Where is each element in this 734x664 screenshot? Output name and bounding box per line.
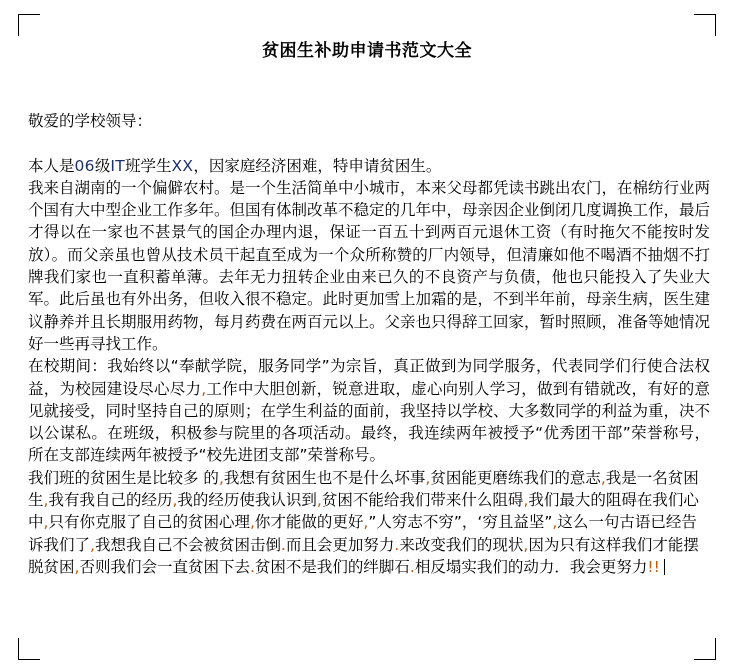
text-run: 这么一句古语已经告诉我们了 [28, 513, 697, 554]
alt-punctuation: , [249, 513, 255, 532]
text-run: 贫困能更磨练我们的意志 [430, 468, 601, 487]
crop-mark-bottom-right [694, 638, 716, 660]
paragraph-p1 [28, 155, 710, 177]
alt-punctuation: , [74, 557, 80, 576]
alt-punctuation: , [523, 491, 529, 510]
text-run: 你才能做的更好 [254, 513, 364, 532]
alt-punctuation: , [600, 468, 606, 487]
paragraph-p4 [28, 467, 710, 578]
crop-mark-bottom-left [18, 638, 40, 660]
alt-punctuation: , [552, 513, 558, 532]
text-run: 来改变我们的现状 [399, 535, 524, 554]
text-run: 我是一名贫困生 [28, 468, 699, 510]
text-run: 在校期间：我始终以“奉献学院，服务同学”为宗旨，真正做到为同学服务，代表同学们行使合法权益，为校园建设尽心尽力 [28, 357, 710, 398]
text-run: 而且会更加努力 [285, 535, 395, 554]
alt-punctuation: , [425, 468, 431, 487]
text-run: ，因家庭经济困难，特申请贫困生。 [193, 156, 442, 175]
alt-punctuation: , [363, 513, 369, 532]
text-run: 我们班的贫困生是比较多 的 [28, 468, 219, 487]
alt-punctuation: . [280, 535, 286, 554]
document-body[interactable] [28, 110, 710, 578]
alt-punctuation: , [43, 491, 49, 510]
text-run: 我来自湖南的一个偏僻农村。是一个生活简单中小城市，本来父母都凭读书跳出农门，在棉纺行业两个国有大中型企业工作多年。但国有体制改革不稳定的几年中，母亲因企业倒闭几度调换工作，最后才得以在一家也不甚景气的国企办理内退，保证一百五十到两百元退休工资（有时拖欠不能按时发放）。而父亲虽也曾从技术员干起直至成为一个众所称赞的厂内领导，但清廉如他不喝酒不抽烟不打牌我们家也一直积蓄单薄。去年无力扭转企业由来已久的不良资产与负债，他也只能投入了失业大军。此后虽也有外出务，但收入很不稳定。此时更加雪上加霜的是，不到半年前，母亲生病，医生建议静养并且长期服用药物，每月药费在两百元以上。父亲也只得辞工回家，暂时照顾，准备等她情况好一些再寻找工作。 [28, 178, 711, 353]
text-run: 班学生 [125, 156, 172, 175]
text-run: ”人穷志不穷”，‘穷且益坚” [368, 513, 553, 532]
text-run: 我有我自己的经历 [48, 491, 173, 510]
blank-line [28, 132, 710, 154]
text-run: 只有你克服了自己的贫困心理 [48, 513, 250, 532]
text-run: 因为只有这样我们才能摆脱贫困 [28, 535, 699, 576]
alt-punctuation: , [201, 379, 207, 398]
salutation-line: 敬爱的学校领导： [28, 112, 153, 130]
alt-punctuation: . [394, 535, 400, 554]
latin-run: IT [110, 156, 125, 175]
alt-punctuation: , [43, 513, 49, 532]
crop-mark-top-right [694, 14, 716, 36]
text-run: 贫困不能给我们带来什么阻碍 [321, 491, 524, 510]
alt-punctuation: . [249, 557, 255, 576]
text-run: 相反塌实我们的动力．我会更努力 [414, 557, 648, 576]
crop-mark-top-left [18, 14, 40, 36]
text-run: 本人是 [28, 156, 75, 175]
latin-run: 06 [74, 156, 95, 175]
text-run: 级 [94, 156, 111, 175]
text-run: 我想我自己不会被贫困击倒 [94, 535, 281, 554]
text-run: 我们最大的阻碍在我们心中 [28, 491, 699, 532]
text-run: 我的经历使我认识到 [177, 491, 317, 510]
paragraph-p2 [28, 177, 710, 355]
alt-punctuation: !! [647, 557, 660, 576]
alt-punctuation: , [90, 535, 95, 554]
text-run: 贫困不是我们的绊脚石 [254, 557, 410, 576]
alt-punctuation: , [218, 468, 224, 487]
page-title: 贫困生补助申请书范文大全 [262, 41, 472, 61]
text-run: 工作中大胆创新，锐意进取，虚心向别人学习，做到有错就改，有好的意见就接受，同时坚持自己的原则；在学生利益的面前，我坚持以学校、大多数同学的利益为重，决不以公谋私。在班级，积极参与院里的各项活动。最终，我连续两年被授予“优秀团干部”荣誉称号，所在支部连续两年被授予“校先进团支部”荣誉称号。 [28, 379, 711, 465]
alt-punctuation: , [316, 491, 322, 510]
paragraph-p3 [28, 355, 710, 466]
alt-punctuation: . [409, 557, 415, 576]
paragraph-container [28, 155, 710, 579]
alt-punctuation: , [523, 535, 529, 554]
alt-punctuation: , [172, 491, 178, 510]
text-cursor [664, 559, 665, 575]
text-run: 我想有贫困生也不是什么坏事 [223, 468, 426, 487]
latin-run: XX [171, 156, 194, 175]
text-run: 否则我们会一直贫困下去 [79, 557, 250, 576]
